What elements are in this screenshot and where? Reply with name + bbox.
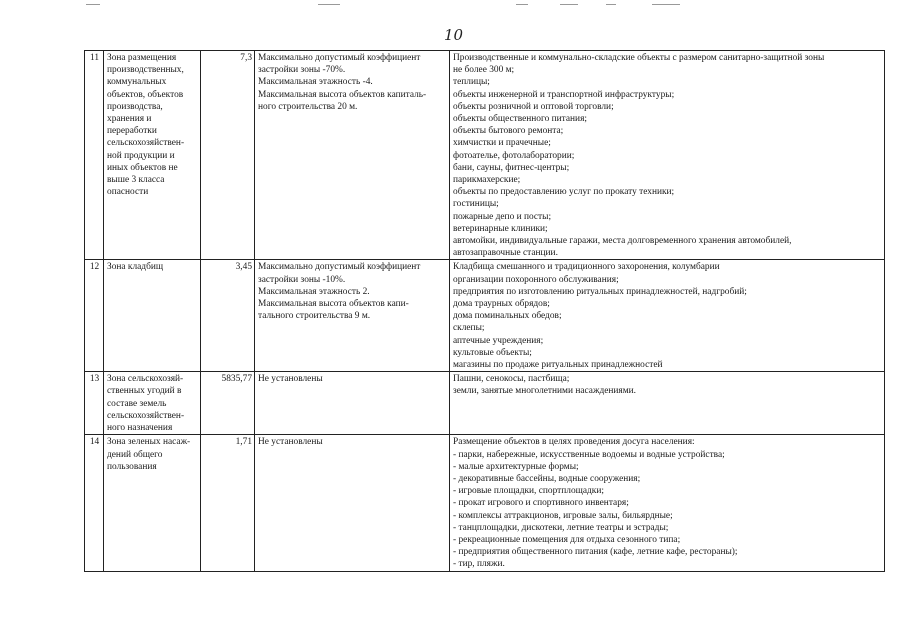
table-row <box>85 435 885 572</box>
area-cell: 3,45 <box>201 260 255 372</box>
scan-mark <box>86 4 100 5</box>
parameters-line: Максимально допустимый коэффициент <box>258 53 421 63</box>
parameters-line: ного строительства 20 м. <box>258 101 358 112</box>
table-row <box>85 260 885 372</box>
permitted-use-line: автомойки, индивидуальные гаражи, места долговременного хранения автомобилей, <box>453 236 792 247</box>
permitted-uses-cell <box>450 372 885 435</box>
table-row <box>85 372 885 435</box>
zone-name-line: объектов, объектов <box>107 89 184 100</box>
permitted-use-line: автозаправочные станции. <box>453 248 558 259</box>
permitted-use-line: магазины по продаже ритуальных принадлежностей <box>453 360 663 371</box>
zone-name-line: Зона сельскохозяй- <box>107 374 184 385</box>
parameters-line: Максимальная высота объектов капи- <box>258 299 409 310</box>
parameters-line: Максимальная этажность 2. <box>258 286 370 297</box>
permitted-uses-cell <box>450 51 885 260</box>
zone-name-line: коммунальных <box>107 77 167 88</box>
parameters-cell <box>255 260 450 372</box>
parameters-line: тального строительства 9 м. <box>258 311 371 322</box>
permitted-use-line: - комплексы аттракционов, игровые залы, бильярдные; <box>453 510 673 521</box>
scan-mark <box>560 4 578 5</box>
permitted-use-line: объекты розничной и оптовой торговли; <box>453 101 614 112</box>
permitted-use-line: ветеринарные клиники; <box>453 223 548 234</box>
permitted-use-line: предприятия по изготовлению ритуальных принадлежностей, надгробий; <box>453 286 747 297</box>
scan-mark <box>652 4 680 5</box>
permitted-use-line: пожарные депо и посты; <box>453 211 552 222</box>
permitted-use-line: дома поминальных обедов; <box>453 311 562 322</box>
permitted-use-line: Пашни, сенокосы, пастбища; <box>453 374 570 385</box>
zone-name-line: ного назначения <box>107 423 173 434</box>
parameters-line: Не установлены <box>258 374 323 385</box>
permitted-use-line: - малые архитектурные формы; <box>453 461 579 472</box>
permitted-uses-cell <box>450 435 885 572</box>
area-cell: 7,3 <box>201 51 255 260</box>
zone-name-line: Зона размещения <box>107 53 177 63</box>
parameters-cell <box>255 372 450 435</box>
scan-artifacts <box>0 0 905 14</box>
zone-name-line: ственных угодий в <box>107 386 182 397</box>
zone-name-cell <box>104 372 201 435</box>
zone-name-line: хранения и <box>107 114 152 125</box>
row-number-cell: 13 <box>85 372 104 435</box>
table-row <box>85 51 885 260</box>
zone-name-line: иных объектов не <box>107 162 178 173</box>
zone-name-line: переработки <box>107 126 157 137</box>
permitted-use-line: объекты инженерной и транспортной инфраструктуры; <box>453 89 675 100</box>
zone-name-cell <box>104 260 201 372</box>
zone-name-line: сельскохозяйствен- <box>107 410 185 421</box>
permitted-use-line: - рекреационные помещения для отдыха сезонного типа; <box>453 534 681 545</box>
scan-mark <box>606 4 616 5</box>
permitted-use-line: не более 300 м; <box>453 65 515 76</box>
area-cell: 5835,77 <box>201 372 255 435</box>
permitted-use-line: - предприятия общественного питания (кафе, летние кафе, рестораны); <box>453 547 738 558</box>
zone-name-cell <box>104 51 201 260</box>
permitted-use-line: фотоателье, фотолаборатории; <box>453 150 575 161</box>
permitted-use-line: культовые объекты; <box>453 347 532 358</box>
parameters-line: застройки зоны -70%. <box>258 65 346 76</box>
parameters-cell <box>255 435 450 572</box>
parameters-line: Максимально допустимый коэффициент <box>258 262 421 273</box>
permitted-use-line: - декоративные бассейны, водные сооружения; <box>453 473 641 484</box>
permitted-use-line: организации похоронного обслуживания; <box>453 274 619 285</box>
permitted-use-line: химчистки и прачечные; <box>453 138 551 149</box>
permitted-use-line: - танцплощадки, дискотеки, летние театры и эстрады; <box>453 522 669 533</box>
permitted-use-line: Размещение объектов в целях проведения досуга населения: <box>453 437 695 448</box>
permitted-use-line: аптечные учреждения; <box>453 335 544 346</box>
zone-name-line: составе земель <box>107 398 167 409</box>
permitted-use-line: объекты общественного питания; <box>453 114 587 125</box>
permitted-use-line: дома траурных обрядов; <box>453 299 550 310</box>
zones-table <box>84 50 885 572</box>
permitted-uses-cell <box>450 260 885 372</box>
zone-name-cell <box>104 435 201 572</box>
zones-table-body <box>85 51 885 572</box>
parameters-line: Не установлены <box>258 437 323 448</box>
zone-name-line: ной продукции и <box>107 150 175 161</box>
zone-name-line: дений общего <box>107 449 163 460</box>
parameters-cell <box>255 51 450 260</box>
permitted-use-line: - тир, пляжи. <box>453 559 505 570</box>
zone-name-line: опасности <box>107 187 149 198</box>
permitted-use-line: - игровые площадки, спортплощадки; <box>453 486 604 497</box>
zone-name-line: Зона зеленых насаж- <box>107 437 191 448</box>
zone-name-line: Зона кладбищ <box>107 262 164 273</box>
permitted-use-line: объекты бытового ремонта; <box>453 126 564 137</box>
scan-mark <box>318 4 340 5</box>
area-cell: 1,71 <box>201 435 255 572</box>
scan-mark <box>516 4 528 5</box>
permitted-use-line: бани, сауны, фитнес-центры; <box>453 162 570 173</box>
permitted-use-line: - прокат игрового и спортивного инвентаря; <box>453 498 629 509</box>
permitted-use-line: Кладбища смешанного и традиционного захоронения, колумбарии <box>453 262 720 273</box>
row-number-cell: 12 <box>85 260 104 372</box>
permitted-use-line: - парки, набережные, искусственные водоемы и водные устройства; <box>453 449 725 460</box>
permitted-use-line: склепы; <box>453 323 485 334</box>
zone-name-line: сельскохозяйствен- <box>107 138 185 149</box>
zone-name-line: производства, <box>107 101 163 112</box>
parameters-line: Максимальная высота объектов капиталь- <box>258 89 427 100</box>
row-number-cell: 14 <box>85 435 104 572</box>
zone-name-line: пользования <box>107 461 157 472</box>
row-number-cell: 11 <box>85 51 104 260</box>
parameters-line: застройки зоны -10%. <box>258 274 346 285</box>
permitted-use-line: объекты по предоставлению услуг по прокату техники; <box>453 187 675 198</box>
zone-name-line: производственных, <box>107 65 184 76</box>
page-number: 10 <box>444 26 464 44</box>
permitted-use-line: земли, занятые многолетними насаждениями. <box>453 386 637 397</box>
permitted-use-line: Производственные и коммунально-складские объекты с размером санитарно-защитной зоны <box>453 53 825 63</box>
parameters-line: Максимальная этажность -4. <box>258 77 373 88</box>
permitted-use-line: теплицы; <box>453 77 490 88</box>
zone-name-line: выше 3 класса <box>107 175 165 186</box>
permitted-use-line: гостиницы; <box>453 199 499 210</box>
permitted-use-line: парикмахерские; <box>453 175 521 186</box>
